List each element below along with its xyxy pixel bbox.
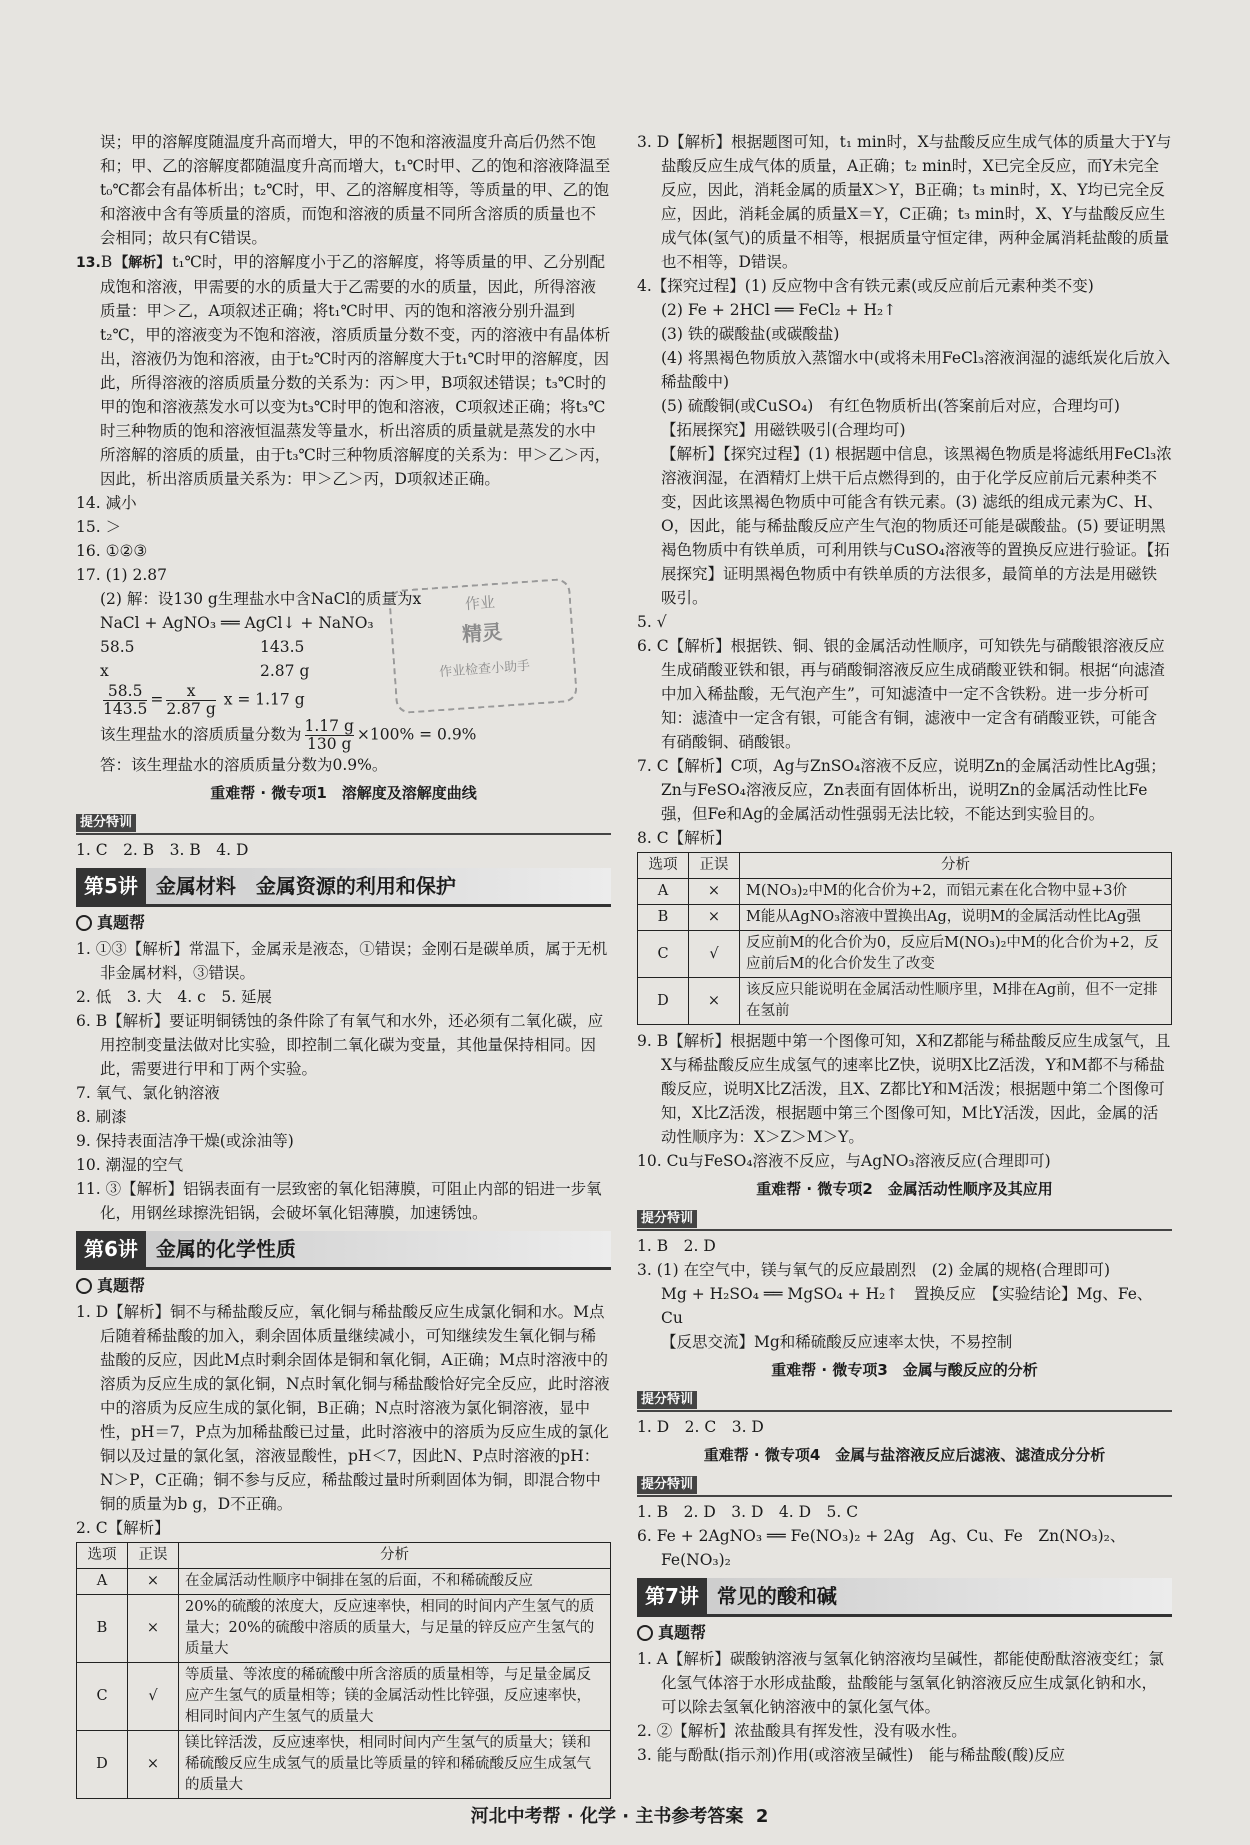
- special-topic-4-heading: 重难帮 · 微专项4 金属与盐溶液反应后滤液、滤渣成分分析: [703, 1446, 1106, 1464]
- special-topic-3-heading: 重难帮 · 微专项3 金属与酸反应的分析: [771, 1361, 1038, 1379]
- q17-equation: NaCl + AgNO₃ ══ AgCl↓ + NaNO₃: [100, 614, 374, 632]
- q17-proportion: $\frac{58.5}{143.5}$ = $\frac{x}{2.87 g}$ x = 1.17 g: [103, 682, 305, 718]
- q4-extension: 【拓展探究】用磁铁吸引(合理均可): [661, 421, 906, 439]
- q4-part4: (4) 将黑褐色物质放入蒸馏水中(或将未用FeCl₃溶液润湿的滤纸炭化后放入稀盐酸中): [661, 349, 1171, 391]
- tisheng-label: 提分特训: [637, 1210, 697, 1228]
- q4-analysis: 【解析】【探究过程】(1) 根据题中信息，该黑褐色物质是将滤纸用FeCl₃浓溶液润湿，在酒精灯上烘干后点燃得到的，由于化学反应前后元素种类不变，因此该黑褐色物质中可能含有铁元素。(3) 滤纸的组成元素为C、H、O，因此，能与稀盐酸反应产生气泡的物质还可能是碳酸盐。(5) 要证明黑褐色物质中有铁单质，可利用铁与CuSO₄溶液等的置换反应进行验证。【拓展探究】证明黑褐色物质中有铁单质的方法很多，最简单的方法是用磁铁吸引。: [661, 445, 1172, 607]
- zhenti-heading: 真题帮: [76, 1274, 611, 1298]
- q3: 3. D【解析】根据题图可知，t₁ min时，X与盐酸反应生成气体的质量大于Y与盐酸反应生成气体的质量，A正确；t₂ min时，X已完全反应，而Y未完全反应，因此，消耗金属的质量X＞Y，B正确；t₃ min时，X、Y均已完全反应，因此，消耗金属的质量X＝Y，C正确；t₃ min时，X、Y与盐酸反应生成气体(氢气)的质量不相等，根据质量守恒定律，两种金属消耗盐酸的质量也不相等，D错误。: [637, 133, 1172, 271]
- right-column: [637, 130, 1172, 1767]
- q17-part1: 17. (1) 2.87: [76, 566, 167, 584]
- q17-answer: 答：该生理盐水的溶质质量分数为0.9%。: [100, 756, 388, 774]
- q4-equation: (2) Fe + 2HCl ══ FeCl₂ + H₂↑: [661, 301, 897, 319]
- l7-q1: 1. A【解析】碳酸钠溶液与氢氧化钠溶液均呈碱性，都能使酚酞溶液变红；氯化氢气体溶于水形成盐酸，盐酸能与氢氧化钠溶液反应生成氯化钠和水，可以除去氢氧化钠溶液中的氯化氢气体。: [637, 1650, 1164, 1716]
- special-topic-2-answers-c: Mg + H₂SO₄ ══ MgSO₄ + H₂↑ 置换反应 【实验结论】Mg、Fe、Cu: [661, 1285, 1153, 1327]
- l5-q9: 9. 保持表面洁净干燥(或涂油等): [76, 1132, 294, 1150]
- lightbulb-icon: [76, 1278, 92, 1294]
- q17-part2: (2) 解：设130 g生理盐水中含NaCl的质量为x: [100, 590, 422, 608]
- l5-q10: 10. 潮湿的空气: [76, 1156, 184, 1174]
- table-row: C √ 反应前M的化合价为0，反应后M(NO₃)₂中M的化合价为+2，反应前后M的化合价发生了改变: [638, 931, 1172, 978]
- special-topic-3-answers: 1. D 2. C 3. D: [637, 1418, 764, 1436]
- q4-process: 4.【探究过程】(1) 反应物中含有铁元素(或反应前后元素种类不变): [637, 277, 1094, 295]
- analysis-table-right: [637, 852, 1172, 1025]
- q17-given-row: x 2.87 g: [100, 662, 310, 680]
- special-topic-1-heading: 重难帮 · 微专项1 溶解度及溶解度曲线: [210, 784, 477, 802]
- page-number: 2: [755, 1806, 769, 1827]
- table-header: 选项 正误 分析: [77, 1543, 611, 1569]
- table-row: A × 在金属活动性顺序中铜排在氢的后面，不和稀硫酸反应: [77, 1569, 611, 1595]
- table-row: C √ 等质量、等浓度的稀硫酸中所含溶质的质量相等，与足量金属反应产生氢气的质量相等；镁的金属活动性比锌强，反应速率快，相同时间内产生氢气的质量大: [77, 1663, 611, 1731]
- l5-q1: 1. ①③【解析】常温下，金属汞是液态，①错误；金刚石是碳单质，属于无机非金属材料，③错误。: [76, 940, 608, 982]
- tisheng-label: 提分特训: [76, 814, 136, 832]
- l5-q2-5: 2. 低 3. 大 4. c 5. 延展: [76, 988, 273, 1006]
- lecture-5-banner: 第5讲 金属材料 金属资源的利用和保护: [76, 868, 611, 907]
- q14: 14. 减小: [76, 494, 137, 512]
- left-column: [76, 130, 611, 1803]
- special-topic-4-answers-a: 1. B 2. D 3. D 4. D 5. C: [637, 1503, 859, 1521]
- q5: 5. √: [637, 613, 667, 631]
- zhenti-heading: 真题帮: [76, 911, 611, 935]
- table-row: D × 该反应只能说明在金属活动性顺序里，M排在Ag前，但不一定排在氢前: [638, 978, 1172, 1025]
- lightbulb-icon: [637, 1625, 653, 1641]
- lecture-7-banner: 第7讲 常见的酸和碱: [637, 1578, 1172, 1617]
- l5-q8: 8. 刷漆: [76, 1108, 127, 1126]
- q9: 9. B【解析】根据题中第一个图像可知，X和Z都能与稀盐酸反应生成氢气，且X与稀盐酸反应生成氢气的速率比Z快，说明X比Z活泼，Y和M都不与稀盐酸反应，说明X比Z活泼，且X、Z都比Y和M活泼；根据题中第二个图像可知，X比Z活泼，根据题中第三个图像可知，M比Y活泼，因此，金属的活动性顺序为：X＞Z＞M＞Y。: [637, 1032, 1171, 1146]
- q17-percent: 该生理盐水的溶质质量分数为 $\frac{1.17 g}{130 g}$ ×100% = 0.9%: [100, 717, 477, 753]
- q17-mass-row: 58.5 143.5: [100, 638, 305, 656]
- table-row: A × M(NO₃)₂中M的化合价为+2，而铝元素在化合物中显+3价: [638, 879, 1172, 905]
- l5-q7: 7. 氧气、氯化钠溶液: [76, 1084, 220, 1102]
- page-footer: 河北中考帮 · 化学 · 主书参考答案 2: [470, 1806, 769, 1827]
- l6-q2: 2. C【解析】: [76, 1519, 170, 1537]
- special-topic-1-answers: 1. C 2. B 3. B 4. D: [76, 841, 249, 859]
- tisheng-label: 提分特训: [637, 1476, 697, 1494]
- l7-q2: 2. ②【解析】浓盐酸具有挥发性，没有吸水性。: [637, 1722, 967, 1740]
- q4-part5: (5) 硫酸铜(或CuSO₄) 有红色物质析出(答案前后对应，合理均可): [661, 397, 1120, 415]
- q12-continued: 误；甲的溶解度随温度升高而增大，甲的不饱和溶液温度升高后仍然不饱和；甲、乙的溶解度都随温度升高而增大，t₁℃时甲、乙的饱和溶液降温至t₀℃都会有晶体析出；t₂℃时，甲、乙的溶解度相等，等质量的甲、乙的饱和溶液中含有等质量的溶质，而饱和溶液的质量不同所含溶质的质量也不会相同；故只有C错误。: [100, 133, 611, 247]
- q4-part3: (3) 铁的碳酸盐(或碳酸盐): [661, 325, 840, 343]
- lecture-6-banner: 第6讲 金属的化学性质: [76, 1231, 611, 1270]
- q16: 16. ①②③: [76, 542, 148, 560]
- special-topic-2-heading: 重难帮 · 微专项2 金属活动性顺序及其应用: [756, 1180, 1053, 1198]
- q8: 8. C【解析】: [637, 829, 731, 847]
- table-row: B × M能从AgNO₃溶液中置换出Ag，说明M的金属活动性比Ag强: [638, 905, 1172, 931]
- special-topic-2-answers-d: 【反思交流】Mg和稀硫酸反应速率太快，不易控制: [661, 1333, 1013, 1351]
- homework-stamp: 作业 精灵 作业检查小助手: [388, 578, 578, 714]
- table-row: D × 镁比锌活泼，反应速率快，相同时间内产生氢气的质量大；镁和稀硫酸反应生成氢气的质量比等质量的锌和稀硫酸反应生成氢气的质量大: [77, 1731, 611, 1799]
- q6: 6. C【解析】根据铁、铜、银的金属活动性顺序，可知铁先与硝酸银溶液反应生成硝酸亚铁和银，再与硝酸铜溶液反应生成硝酸亚铁和铜。根据“向滤渣中加入稀盐酸，无气泡产生”，可知滤渣中一定不含铁粉。进一步分析可知：滤渣中一定含有银，可能含有铜，滤液中一定含有硝酸亚铁，可能含有硝酸铜、硝酸银。: [637, 637, 1165, 751]
- special-topic-2-answers-b: 3. (1) 在空气中，镁与氧气的反应最剧烈 (2) 金属的规格(合理即可): [637, 1261, 1111, 1279]
- l7-q3: 3. 能与酚酞(指示剂)作用(或溶液呈碱性) 能与稀盐酸(酸)反应: [637, 1746, 1066, 1764]
- special-topic-2-answers-a: 1. B 2. D: [637, 1237, 716, 1255]
- l5-q6: 6. B【解析】要证明铜锈蚀的条件除了有氧气和水外，还必须有二氧化碳，应用控制变量法做对比实验，即控制二氧化碳为变量，其他量保持相同。因此，需要进行甲和丁两个实验。: [76, 1012, 604, 1078]
- q7: 7. C【解析】C项，Ag与ZnSO₄溶液不反应，说明Zn的金属活动性比Ag强；Zn与FeSO₄溶液反应，Zn表面有固体析出，说明Zn的金属活动性比Fe强，但Fe和Ag的金属活动性强弱无法比较，不能达到实验目的。: [637, 757, 1166, 823]
- zhenti-heading: 真题帮: [637, 1621, 1172, 1645]
- q15: 15. ＞: [76, 518, 122, 536]
- lightbulb-icon: [76, 915, 92, 931]
- q10: 10. Cu与FeSO₄溶液不反应，与AgNO₃溶液反应(合理即可): [637, 1152, 1051, 1170]
- answer-page: [62, 130, 1177, 1830]
- tisheng-label: 提分特训: [637, 1391, 697, 1409]
- analysis-table-left: [76, 1542, 611, 1799]
- table-header: 选项 正误 分析: [638, 853, 1172, 879]
- l6-q1: 1. D【解析】铜不与稀盐酸反应，氧化铜与稀盐酸反应生成氯化铜和水。M点后随着稀盐酸的加入，剩余固体质量继续减小，可知继续发生氧化铜与稀盐酸的反应，因此M点时剩余固体是铜和氧化铜，A正确；M点时溶液中的溶质为反应生成的氯化铜，N点时氧化铜与稀盐酸恰好完全反应，此时溶液中的溶质为反应生成的氯化铜，B正确；N点时溶液为氯化铜溶液，显中性，pH＝7，P点为加稀盐酸已过量，此时溶液中的溶质为反应生成的氯化铜以及过量的氯化氢，溶液显酸性，pH＜7，因此N、P点时溶液的pH：N＞P，C正确；铜不参与反应，稀盐酸过量时所剩固体为铜，即混合物中铜的质量为b g，D不正确。: [76, 1303, 610, 1513]
- q13: 13.B 【解析】 t₁℃时，甲的溶解度小于乙的溶解度，将等质量的甲、乙分别配成饱和溶液，甲需要的水的质量大于乙需要的水的质量，因此，所得溶液质量：甲＞乙，A项叙述正确；将t₁℃时甲、丙的饱和溶液分别升温到t₂℃，甲的溶液变为不饱和溶液，溶质质量分数不变，丙的溶液中有晶体析出，溶液仍为饱和溶液，由于t₂℃时丙的溶解度大于t₁℃时甲的溶解度，因此，所得溶液的溶质质量分数的关系为：丙＞甲，B项叙述错误；t₃℃时的甲的饱和溶液蒸发水可以变为t₃℃时甲的饱和溶液，C项叙述正确；将t₃℃时三种物质的饱和溶液恒温蒸发等量水，析出溶质的质量就是蒸发的水中所溶解的溶质的质量，由于t₃℃时三种物质溶解度的关系为：甲＞乙＞丙，因此，析出溶质质量关系为：甲＞乙＞丙，D项叙述正确。: [76, 253, 611, 488]
- special-topic-4-answers-b: 6. Fe + 2AgNO₃ ══ Fe(NO₃)₂ + 2Ag Ag、Cu、Fe Zn(NO₃)₂、Fe(NO₃)₂: [637, 1527, 1126, 1569]
- l5-q11: 11. ③【解析】铝锅表面有一层致密的氧化铝薄膜，可阻止内部的铝进一步氧化，用钢丝球擦洗铝锅，会破坏氧化铝薄膜，加速锈蚀。: [76, 1180, 602, 1222]
- table-row: B × 20%的硫酸的浓度大，反应速率快，相同的时间内产生氢气的质量大；20%的硫酸中溶质的质量大，与足量的锌反应产生氢气的质量大: [77, 1595, 611, 1663]
